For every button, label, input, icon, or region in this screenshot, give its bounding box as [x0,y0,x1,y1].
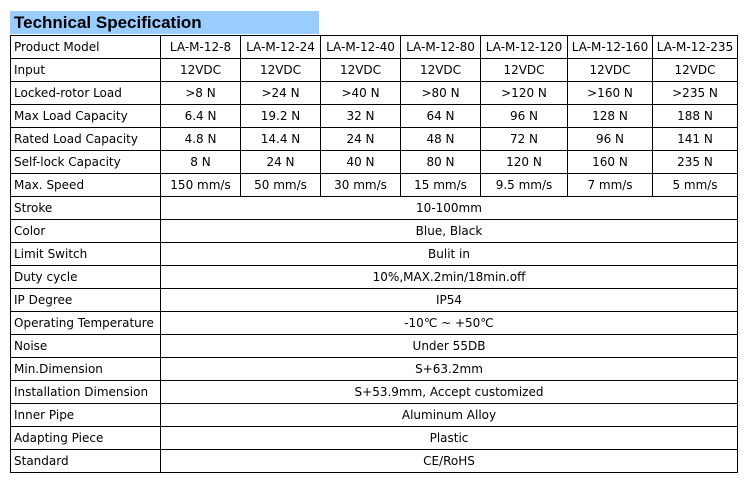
row-label: Min.Dimension [11,358,161,381]
row-label: Locked-rotor Load [11,82,161,105]
row-label: Limit Switch [11,243,161,266]
table-row [11,197,738,220]
table-cell: >235 N [653,82,738,105]
table-row [11,174,738,197]
row-label: Self-lock Capacity [11,151,161,174]
table-cell-merged: 10%,MAX.2min/18min.off [161,266,738,289]
table-cell-merged: S+63.2mm [161,358,738,381]
table-cell: 8 N [161,151,241,174]
table-cell: 15 mm/s [401,174,481,197]
table-cell-merged: -10℃ ~ +50℃ [161,312,738,335]
table-cell: 128 N [568,105,653,128]
table-row [11,427,738,450]
table-row [11,266,738,289]
row-label: Duty cycle [11,266,161,289]
table-cell: 160 N [568,151,653,174]
table-cell: 50 mm/s [241,174,321,197]
table-cell: 9.5 mm/s [481,174,568,197]
table-cell: LA-M-12-24 [241,36,321,59]
table-cell: LA-M-12-120 [481,36,568,59]
table-cell: >24 N [241,82,321,105]
table-row [11,151,738,174]
row-label: IP Degree [11,289,161,312]
table-cell-merged: Blue, Black [161,220,738,243]
table-cell: 80 N [401,151,481,174]
table-cell: 72 N [481,128,568,151]
table-cell: 64 N [401,105,481,128]
row-label: Rated Load Capacity [11,128,161,151]
table-cell: 188 N [653,105,738,128]
table-row [11,105,738,128]
table-cell-merged: 10-100mm [161,197,738,220]
table-cell: LA-M-12-80 [401,36,481,59]
table-cell: 12VDC [161,59,241,82]
table-cell-merged: IP54 [161,289,738,312]
table-cell: 96 N [481,105,568,128]
row-label: Standard [11,450,161,473]
table-cell: 30 mm/s [321,174,401,197]
row-label: Operating Temperature [11,312,161,335]
table-cell: 12VDC [568,59,653,82]
page-title: Technical Specification [10,11,319,34]
table-cell: 40 N [321,151,401,174]
spec-table-body [11,36,738,473]
table-cell: >80 N [401,82,481,105]
table-cell-merged: CE/RoHS [161,450,738,473]
row-label: Inner Pipe [11,404,161,427]
table-row [11,243,738,266]
table-row [11,404,738,427]
table-cell: >8 N [161,82,241,105]
table-row [11,82,738,105]
table-row [11,312,738,335]
table-cell: 4.8 N [161,128,241,151]
table-cell: 12VDC [653,59,738,82]
table-row [11,289,738,312]
row-label: Max. Speed [11,174,161,197]
table-cell: LA-M-12-160 [568,36,653,59]
row-label: Product Model [11,36,161,59]
table-cell: 24 N [241,151,321,174]
table-cell: 7 mm/s [568,174,653,197]
table-row [11,220,738,243]
table-row [11,128,738,151]
table-row [11,59,738,82]
row-label: Adapting Piece [11,427,161,450]
table-cell: 48 N [401,128,481,151]
table-cell: 120 N [481,151,568,174]
table-cell: LA-M-12-235 [653,36,738,59]
table-cell: LA-M-12-8 [161,36,241,59]
table-cell: 19.2 N [241,105,321,128]
table-cell: LA-M-12-40 [321,36,401,59]
table-row [11,335,738,358]
table-cell: 12VDC [321,59,401,82]
table-cell-merged: Aluminum Alloy [161,404,738,427]
table-cell: 14.4 N [241,128,321,151]
table-cell-merged: Under 55DB [161,335,738,358]
table-cell: 150 mm/s [161,174,241,197]
table-cell: 5 mm/s [653,174,738,197]
table-cell: 12VDC [241,59,321,82]
table-cell: 24 N [321,128,401,151]
spec-table [10,35,738,473]
row-label: Stroke [11,197,161,220]
table-cell: >40 N [321,82,401,105]
table-row [11,381,738,404]
table-cell: 6.4 N [161,105,241,128]
table-cell: 12VDC [481,59,568,82]
table-row [11,358,738,381]
table-cell: >120 N [481,82,568,105]
table-cell: 96 N [568,128,653,151]
table-cell-merged: Plastic [161,427,738,450]
table-row [11,36,738,59]
table-cell-merged: S+53.9mm, Accept customized [161,381,738,404]
row-label: Color [11,220,161,243]
row-label: Noise [11,335,161,358]
row-label: Installation Dimension [11,381,161,404]
table-cell-merged: Bulit in [161,243,738,266]
table-cell: >160 N [568,82,653,105]
table-cell: 32 N [321,105,401,128]
table-cell: 235 N [653,151,738,174]
table-cell: 12VDC [401,59,481,82]
row-label: Input [11,59,161,82]
table-row [11,450,738,473]
row-label: Max Load Capacity [11,105,161,128]
table-cell: 141 N [653,128,738,151]
